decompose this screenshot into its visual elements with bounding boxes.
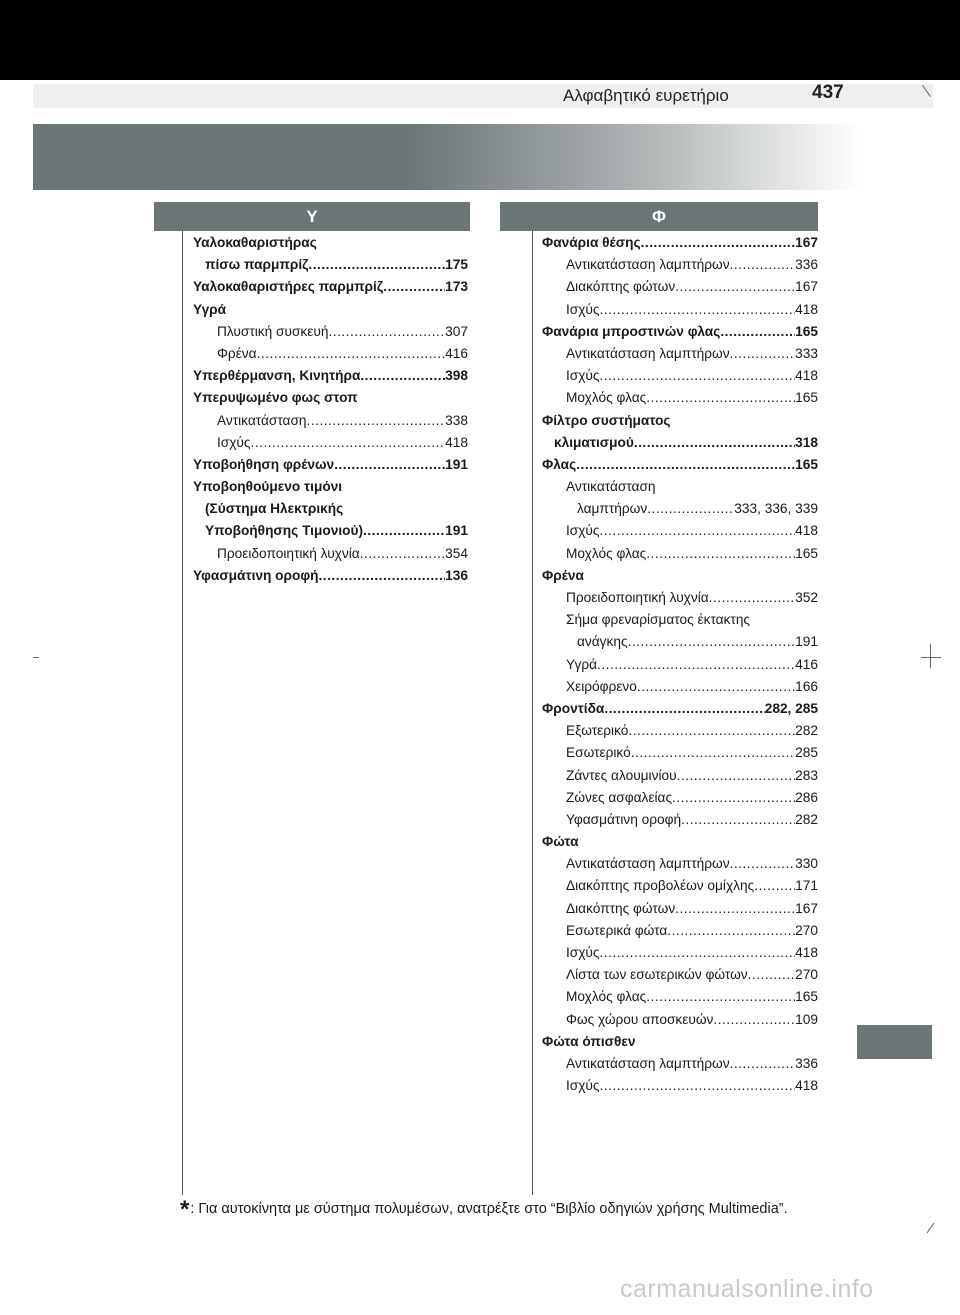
dot-leader — [251, 432, 446, 454]
index-entry-page: 175 — [445, 257, 468, 273]
index-entry — [193, 276, 468, 298]
dot-leader — [647, 498, 734, 520]
index-entry-page: 418 — [795, 945, 818, 960]
dot-leader — [646, 986, 795, 1008]
index-column-left — [193, 232, 468, 587]
index-entry — [542, 787, 818, 809]
crop-mark — [930, 644, 931, 668]
index-entry — [193, 387, 468, 409]
dot-leader — [597, 654, 795, 676]
footnote-text: : Για αυτοκίνητα με σύστημα πολυμέσων, ανατρέξτε στο “Βιβλίο οδηγιών χρήσης Multimedia”. — [190, 1201, 788, 1217]
index-entry-text: Υφασμάτινη οροφή — [193, 567, 319, 583]
index-entry-text: Αντικατάσταση — [566, 479, 656, 495]
dot-leader — [637, 676, 795, 698]
index-entry-text: Αντικατάσταση λαμπτήρων — [566, 257, 730, 273]
index-entry-text: Υαλοκαθαριστήρας — [193, 235, 317, 250]
index-entry-page: 352 — [795, 590, 818, 605]
index-entry-text: Αντικατάσταση — [217, 412, 307, 428]
index-entry-text: Υποβοηθούμενο τιμόνι — [193, 479, 343, 495]
index-entry — [193, 321, 468, 343]
index-entry-text: λαμπτήρων — [577, 501, 648, 517]
index-entry — [542, 720, 818, 742]
dot-leader — [646, 543, 795, 565]
index-entry-page: 165 — [795, 545, 818, 561]
index-entry-page: 418 — [795, 523, 818, 539]
index-entry — [193, 299, 468, 321]
index-entry-text: Φρένα — [542, 567, 584, 583]
dot-leader — [677, 765, 796, 787]
index-entry — [542, 387, 818, 409]
index-entry — [542, 898, 818, 920]
index-entry-page: 136 — [445, 567, 468, 583]
index-entry-page: 165 — [795, 989, 818, 1005]
index-entry — [193, 232, 468, 254]
index-entry-text: Υγρά — [193, 301, 227, 317]
dot-leader — [634, 432, 795, 454]
index-entry-page: 167 — [795, 279, 818, 295]
index-entry — [193, 565, 468, 587]
index-entry-text: Εσωτερικό — [566, 745, 631, 761]
index-entry-page: 191 — [795, 634, 818, 650]
index-entry — [542, 809, 818, 831]
index-entry-text: Εσωτερικά φώτα — [566, 922, 668, 938]
column-rule-right — [532, 231, 533, 1195]
index-entry-text: Προειδοποιητική λυχνία — [566, 590, 709, 605]
index-entry-page: 165 — [795, 323, 818, 339]
index-entry — [542, 986, 818, 1008]
index-entry-text: Φίλτρο συστήματος — [542, 412, 671, 428]
index-entry — [542, 476, 818, 498]
index-entry-page: 167 — [795, 235, 818, 250]
index-entry — [542, 1075, 818, 1097]
index-entry — [193, 454, 468, 476]
dot-leader — [730, 343, 796, 365]
index-entry-text: Φρένα — [217, 345, 257, 361]
index-entry-text: Αντικατάσταση λαμπτήρων — [566, 1055, 730, 1071]
index-entry-text: Ισχύς — [566, 368, 600, 384]
dot-leader — [713, 1009, 795, 1031]
index-entry — [193, 498, 468, 520]
index-entry-text: Φανάρια θέσης — [542, 235, 641, 250]
index-entry-text: Αντικατάσταση λαμπτήρων — [566, 856, 730, 872]
index-entry-text: Σήμα φρεναρίσματος έκτακτης — [566, 612, 751, 628]
index-entry-text: Φως χώρου αποσκευών — [566, 1011, 714, 1027]
index-entry — [542, 565, 818, 587]
dot-leader — [334, 454, 445, 476]
index-entry-text: Φλας — [542, 456, 577, 472]
crop-mark — [927, 1223, 935, 1233]
index-entry — [542, 410, 818, 432]
index-entry-text: Ισχύς — [217, 434, 251, 450]
dot-leader — [600, 299, 796, 321]
dot-leader — [604, 698, 764, 720]
index-entry-page: 270 — [795, 967, 818, 983]
page-header-title: Αλφαβητικό ευρετήριο — [563, 86, 729, 105]
dot-leader — [308, 254, 445, 276]
index-entry — [193, 254, 468, 276]
chapter-banner — [33, 124, 860, 190]
dot-leader — [681, 809, 795, 831]
index-entry — [193, 365, 468, 387]
top-black-bar — [0, 0, 960, 80]
index-entry-page: 166 — [795, 678, 818, 694]
index-entry-text: (Σύστημα Ηλεκτρικής — [205, 501, 344, 517]
index-entry-text: Υφασμάτινη οροφή — [566, 811, 682, 827]
crop-mark — [921, 657, 941, 658]
index-entry-text: Φώτα — [542, 834, 579, 850]
dot-leader — [257, 343, 446, 365]
index-entry-page: 307 — [445, 323, 468, 339]
index-entry-page: 418 — [795, 301, 818, 317]
dot-leader — [667, 920, 795, 942]
index-entry — [542, 520, 818, 542]
index-entry-text: ανάγκης — [577, 634, 628, 650]
index-entry-page: 282 — [795, 723, 818, 739]
index-entry-text: Μοχλός φλας — [566, 545, 647, 561]
index-entry-page: 109 — [795, 1011, 818, 1027]
page-number: 437 — [812, 82, 844, 103]
column-rule-left — [182, 231, 183, 1195]
dot-leader — [600, 942, 796, 964]
index-entry-page: 165 — [795, 456, 818, 472]
index-entry-text: Ισχύς — [566, 945, 600, 960]
index-entry — [542, 1053, 818, 1075]
index-entry-text: Ισχύς — [566, 1078, 600, 1094]
index-entry — [542, 543, 818, 565]
index-entry-page: 286 — [795, 789, 818, 805]
index-entry-text: Χειρόφρενο — [566, 678, 637, 694]
dot-leader — [628, 631, 796, 653]
index-entry-text: Μοχλός φλας — [566, 989, 647, 1005]
dot-leader — [360, 543, 445, 565]
index-entry — [542, 432, 818, 454]
index-entry-page: 336 — [795, 257, 818, 273]
index-entry — [542, 321, 818, 343]
index-entry-page: 318 — [795, 434, 818, 450]
index-entry — [542, 343, 818, 365]
index-entry-text: Προειδοποιητική λυχνία — [217, 545, 360, 561]
index-entry — [542, 254, 818, 276]
index-entry — [542, 1031, 818, 1053]
dot-leader — [709, 587, 795, 609]
index-entry-text: Διακόπτης φώτων — [566, 279, 676, 295]
dot-leader — [730, 853, 796, 875]
index-entry-page: 285 — [795, 745, 818, 761]
index-entry-page: 283 — [795, 767, 818, 783]
dot-leader — [672, 787, 795, 809]
index-entry — [193, 476, 468, 498]
index-entry — [542, 454, 818, 476]
index-entry-page: 282 — [795, 811, 818, 827]
index-entry-text: Αντικατάσταση λαμπτήρων — [566, 345, 730, 361]
index-entry-text: Υπερθέρμανση, Κινητήρα — [193, 368, 361, 384]
index-entry-page: 418 — [445, 434, 468, 450]
dot-leader — [754, 875, 795, 897]
dot-leader — [363, 520, 445, 542]
index-entry-page: 333, 336, 339 — [734, 501, 818, 517]
index-entry — [542, 498, 818, 520]
index-entry-text: Ζώνες ασφαλείας — [566, 789, 673, 805]
index-entry — [542, 676, 818, 698]
index-entry-page: 171 — [795, 878, 818, 894]
index-entry-text: Υποβοήθησης Τιμονιού) — [205, 523, 364, 539]
section-heading-left: Υ — [154, 202, 470, 231]
index-entry — [542, 698, 818, 720]
index-entry-text: Υγρά — [566, 656, 598, 672]
dot-leader — [319, 565, 446, 587]
index-entry — [542, 853, 818, 875]
dot-leader — [641, 232, 796, 254]
index-entry-page: 336 — [795, 1055, 818, 1071]
index-entry-text: Εξωτερικό — [566, 723, 629, 739]
index-entry-text: Διακόπτης προβολέων ομίχλης — [566, 878, 755, 894]
index-entry-text: πίσω παρμπρίζ — [205, 257, 309, 273]
index-entry — [193, 543, 468, 565]
index-entry-text: Πλυστική συσκευή — [217, 323, 329, 339]
index-entry-page: 418 — [795, 368, 818, 384]
index-entry — [542, 964, 818, 986]
index-entry-page: 354 — [445, 545, 468, 561]
index-entry-text: Ισχύς — [566, 523, 600, 539]
index-entry-page: 165 — [795, 390, 818, 406]
index-entry — [542, 920, 818, 942]
index-entry — [542, 631, 818, 653]
index-entry-text: Υπερυψωμένο φως στοπ — [193, 390, 358, 406]
index-entry-text: Φροντίδα — [542, 700, 605, 716]
index-entry-page: 282, 285 — [764, 700, 818, 716]
section-heading-right: Φ — [500, 202, 818, 231]
footnote-asterisk: * — [180, 1196, 190, 1223]
index-entry — [542, 299, 818, 321]
dot-leader — [730, 1053, 796, 1075]
index-entry-text: Λίστα των εσωτερικών φώτων — [566, 967, 748, 983]
index-entry-text: Υαλοκαθαριστήρες παρμπρίζ — [193, 279, 384, 295]
index-entry — [193, 432, 468, 454]
dot-leader — [600, 520, 796, 542]
index-entry-page: 398 — [445, 368, 468, 384]
index-entry-text: κλιματισμού — [554, 434, 634, 450]
index-entry — [542, 765, 818, 787]
dot-leader — [360, 365, 445, 387]
dot-leader — [720, 321, 795, 343]
index-entry — [542, 654, 818, 676]
chapter-tab — [857, 1025, 932, 1059]
index-entry — [542, 742, 818, 764]
index-entry-text: Υποβοήθηση φρένων — [193, 456, 335, 472]
index-entry — [542, 365, 818, 387]
dot-leader — [675, 898, 795, 920]
dot-leader — [600, 365, 796, 387]
index-entry-page: 333 — [795, 345, 818, 361]
index-entry-text: Μοχλός φλας — [566, 390, 647, 406]
index-entry-text: Ισχύς — [566, 301, 600, 317]
dot-leader — [646, 387, 795, 409]
index-entry — [542, 1009, 818, 1031]
dot-leader — [631, 742, 795, 764]
dot-leader — [383, 276, 445, 298]
dot-leader — [748, 964, 796, 986]
index-entry-page: 270 — [795, 922, 818, 938]
index-entry — [193, 520, 468, 542]
dot-leader — [307, 410, 446, 432]
footnote — [180, 1196, 788, 1224]
crop-mark — [33, 657, 39, 658]
index-entry-text: Ζάντες αλουμινίου — [566, 767, 677, 783]
index-entry — [542, 875, 818, 897]
index-entry-page: 191 — [445, 523, 468, 539]
dot-leader — [600, 1075, 796, 1097]
index-entry — [542, 942, 818, 964]
dot-leader — [576, 454, 795, 476]
watermark: carmanualsonline.info — [620, 1275, 874, 1303]
dot-leader — [328, 321, 445, 343]
index-column-right — [542, 232, 818, 1097]
index-entry-page: 338 — [445, 412, 468, 428]
index-entry — [193, 410, 468, 432]
index-entry-page: 330 — [795, 856, 818, 872]
index-entry — [542, 609, 818, 631]
dot-leader — [730, 254, 796, 276]
index-entry-page: 416 — [445, 345, 468, 361]
index-entry — [193, 343, 468, 365]
index-entry — [542, 276, 818, 298]
index-entry-page: 173 — [445, 279, 468, 295]
index-entry-page: 167 — [795, 900, 818, 916]
index-entry-text: Φανάρια μπροστινών φλας — [542, 323, 721, 339]
index-entry-text: Φώτα όπισθεν — [542, 1033, 636, 1049]
index-entry-page: 416 — [795, 656, 818, 672]
dot-leader — [675, 276, 795, 298]
index-entry-page: 418 — [795, 1078, 818, 1094]
index-entry — [542, 831, 818, 853]
index-entry-text: Διακόπτης φώτων — [566, 900, 676, 916]
index-entry — [542, 232, 818, 254]
index-entry-page: 191 — [445, 456, 468, 472]
header-strip — [33, 84, 933, 108]
index-entry — [542, 587, 818, 609]
dot-leader — [628, 720, 795, 742]
